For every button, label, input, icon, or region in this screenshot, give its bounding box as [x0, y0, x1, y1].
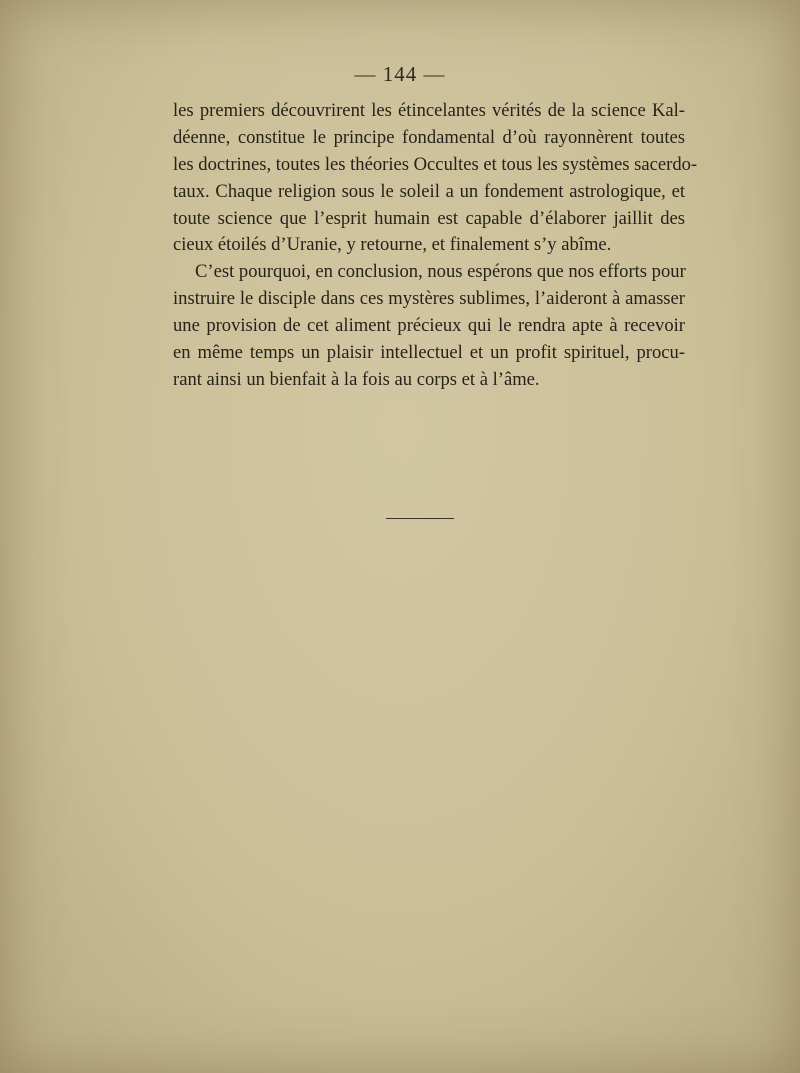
- text-line: C’est pourquoi, en conclusion, nous espérons que nos efforts pour: [195, 261, 686, 283]
- text-line: cieux étoilés d’Uranie, y retourne, et finalement s’y abîme.: [173, 234, 612, 256]
- body-text: [173, 98, 698, 394]
- text-line: instruire le disciple dans ces mystères sublimes, l’aideront à amasser: [173, 288, 685, 310]
- end-rule: [386, 518, 454, 519]
- text-line: rant ainsi un bienfait à la fois au corps et à l’âme.: [173, 368, 540, 390]
- text-line: les premiers découvrirent les étincelantes vérités de la science Kal-: [173, 100, 685, 121]
- text-line: taux. Chaque religion sous le soleil a un fondement astrologique, et: [173, 180, 685, 202]
- text-line: en même temps un plaisir intellectuel et un profit spirituel, procu-: [173, 342, 685, 364]
- text-line: les doctrines, toutes les théories Occultes et tous les systèmes sacerdo-: [173, 153, 698, 175]
- text-line: déenne, constitue le principe fondamental d’où rayonnèrent toutes: [173, 126, 685, 148]
- text-line: toute science que l’esprit humain est capable d’élaborer jaillit des: [173, 207, 685, 229]
- text-line: une provision de cet aliment précieux qui le rendra apte à recevoir: [173, 315, 685, 337]
- page-number: — 144 —: [354, 62, 446, 86]
